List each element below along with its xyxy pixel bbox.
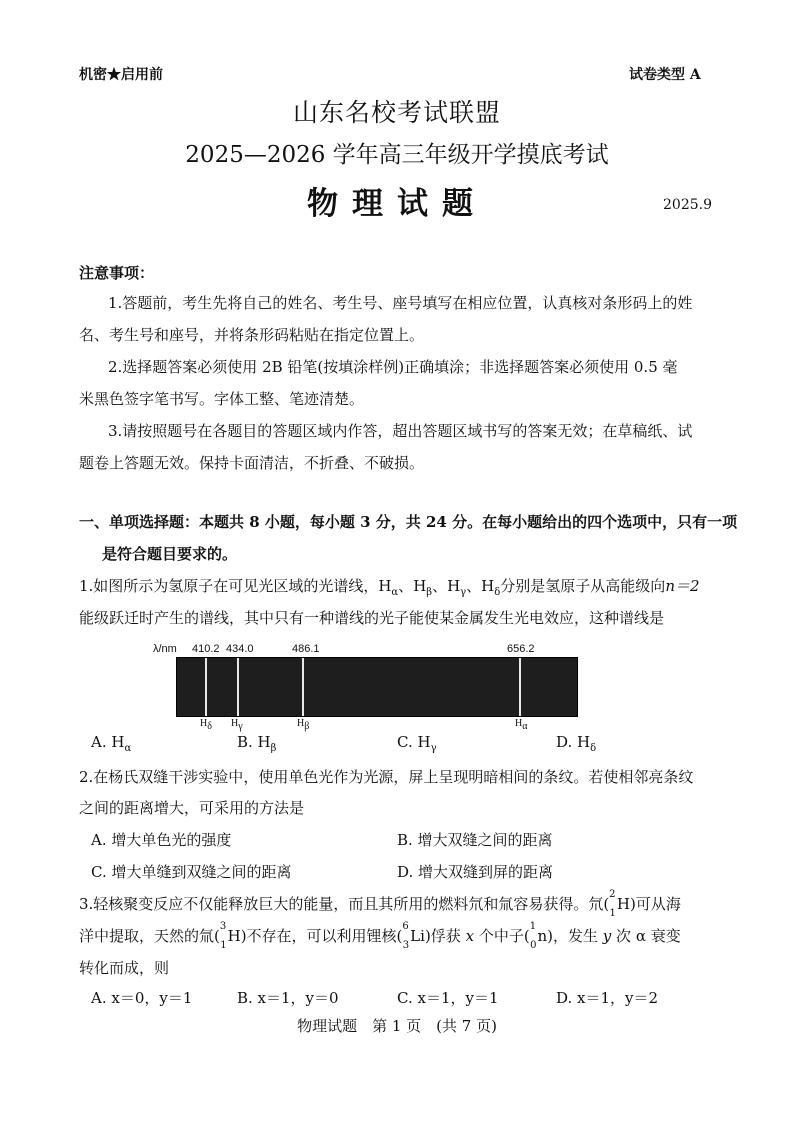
isotope-lithium: $^6_3$Li [402,921,425,951]
note-2-line1: 2.选择题答案必须使用 2B 铅笔(按填涂样例)正确填涂；非选择题答案必须使用 0.5 毫 [108,358,678,376]
note-2-line2: 米黑色签字笔书写。字体工整、笔迹清楚。 [79,390,365,408]
exam-title: 2025—2026 学年高三年级开学摸底考试 [185,142,609,168]
q2-option-d: D. 增大双缝到屏的距离 [397,863,554,881]
wavelength-label-h-delta: 410.2 [192,643,220,655]
note-1-line2: 名、考生号和座号，并将条形码粘贴在指定位置上。 [79,326,425,344]
spectrum-band [176,657,578,717]
q3-line3: 转化而成，则 [79,959,170,977]
isotope-deuterium: $^2_1$H [609,889,631,919]
q2-option-b: B. 增大双缝之间的距离 [397,831,553,849]
spectrum-figure [153,643,583,733]
section-1-heading-line2: 是符合题目要求的。 [102,545,238,563]
q3-option-b: B. x＝1，y＝0 [237,989,339,1007]
notes-heading: 注意事项： [79,264,155,282]
note-3-line1: 3.请按照题号在各题目的答题区域内作答，超出答题区域书写的答案无效；在草稿纸、试 [108,422,693,440]
q3-option-c: C. x＝1，y＝1 [397,989,499,1007]
q2-line1: 2.在杨氏双缝干涉实验中，使用单色光作为光源，屏上呈现明暗相间的条纹。若使相邻亮条纹 [79,768,694,786]
isotope-tritium: $^3_1$H [219,921,241,951]
q1-line2: 能级跃迁时产生的谱线，其中只有一种谱线的光子能使某金属发生光电效应，这种谱线是 [79,609,665,627]
line-label-h-delta: $H_\delta$ [200,718,212,732]
spectrum-axis-label: λ/nm [153,643,177,655]
line-label-h-alpha: $H_\alpha$ [515,718,528,732]
isotope-neutron: $^1_0$n [529,921,548,951]
q3-line1: 3.轻核聚变反应不仅能释放巨大的能量，而且其所用的燃料氘和氚容易获得。氘($^2_1$H)可从海 [79,889,681,919]
q2-line2: 之间的距离增大，可采用的方法是 [79,799,305,817]
spectral-line-h-gamma [237,658,239,716]
paper-type-label: 试卷类型 A [629,67,701,83]
q1-option-d: D. $H_\delta$ [556,733,597,754]
q1-line1: 1.如图所示为氢原子在可见光区域的光谱线，$H_\alpha$、$H_\beta$、$H_\gamma$、$H_\delta$分别是氢原子从高能级向n＝2 [79,577,700,598]
subject-title: 物理试题 [307,186,487,222]
spectral-line-h-delta [205,658,207,716]
spectral-line-h-alpha [519,658,521,716]
section-1-heading: 一、单项选择题：本题共 8 小题，每小题 3 分，共 24 分。在每小题给出的四个选项中，只有一项 [79,513,738,531]
q1-option-a: A. $H_\alpha$ [91,733,132,754]
line-label-h-gamma: $H_\gamma$ [231,718,243,732]
q1-option-b: B. $H_\beta$ [237,733,277,754]
q3-option-a: A. x＝0，y＝1 [91,989,193,1007]
org-title: 山东名校考试联盟 [292,98,501,127]
wavelength-label-h-beta: 486.1 [292,643,320,655]
line-label-h-beta: $H_\beta$ [297,718,310,732]
spectral-line-h-beta [302,658,304,716]
wavelength-label-h-alpha: 656.2 [507,643,535,655]
note-3-line2: 题卷上答题无效。保持卡面清洁，不折叠、不破损。 [79,454,425,472]
wavelength-label-h-gamma: 434.0 [226,643,254,655]
exam-date: 2025.9 [663,197,712,213]
note-1-line1: 1.答题前，考生先将自己的姓名、考生号、座号填写在相应位置，认真核对条形码上的姓 [108,294,693,312]
q1-option-c: C. $H_\gamma$ [397,733,437,754]
q3-option-d: D. x＝1，y＝2 [556,989,659,1007]
q3-line2: 洋中提取，天然的氚($^3_1$H)不存在，可以利用锂核($^6_3$Li)俘获 x 个中子($^1_0$n)，发生 y 次 α 衰变 [79,921,681,951]
confidential-label: 机密★启用前 [79,67,163,83]
q2-option-a: A. 增大单色光的强度 [91,831,232,849]
q2-option-c: C. 增大单缝到双缝之间的距离 [91,863,292,881]
page-footer: 物理试题 第 1 页 (共 7 页) [297,1017,497,1035]
